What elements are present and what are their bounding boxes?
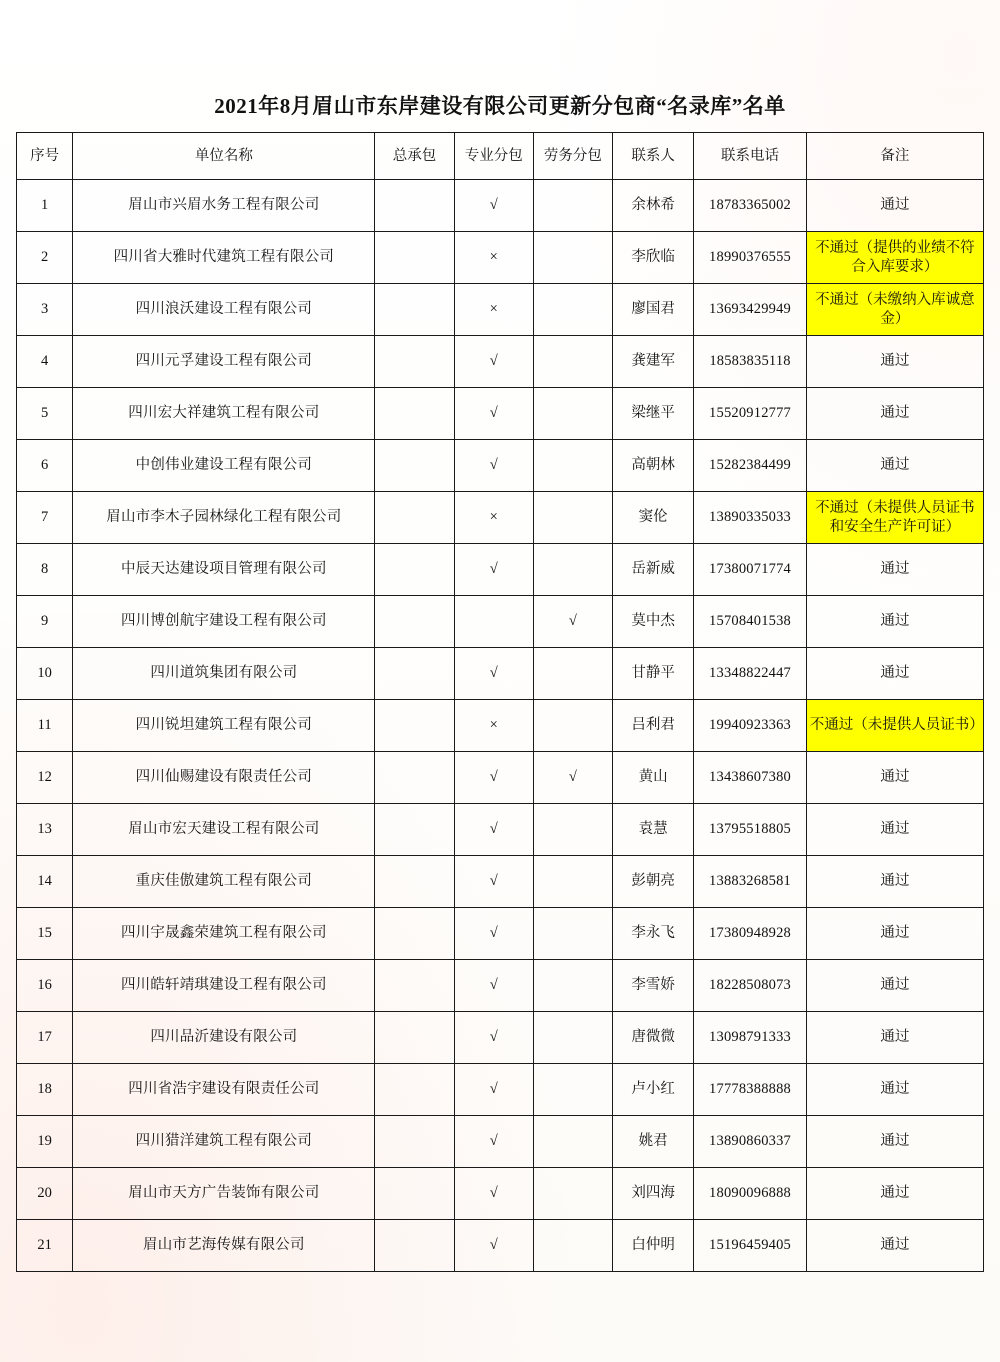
cell-labor-sub	[533, 1168, 612, 1220]
cell-remark: 通过	[806, 440, 983, 492]
cell-phone: 15196459405	[694, 1220, 807, 1272]
cell-remark: 不通过（未缴纳入库诚意金）	[806, 284, 983, 336]
cell-company-name: 眉山市天方广告装饰有限公司	[73, 1168, 375, 1220]
cell-no: 18	[17, 1064, 73, 1116]
cell-phone: 13890860337	[694, 1116, 807, 1168]
table-row	[17, 648, 984, 700]
cell-general-contract	[375, 180, 454, 232]
cell-professional-sub: √	[454, 1012, 533, 1064]
cell-company-name: 四川浪沃建设工程有限公司	[73, 284, 375, 336]
cell-labor-sub	[533, 336, 612, 388]
cell-phone: 15708401538	[694, 596, 807, 648]
cell-professional-sub: ×	[454, 284, 533, 336]
cell-contact-person: 廖国君	[613, 284, 694, 336]
cell-professional-sub: √	[454, 960, 533, 1012]
cell-labor-sub	[533, 804, 612, 856]
cell-general-contract	[375, 752, 454, 804]
cell-professional-sub	[454, 596, 533, 648]
subcontractor-roster-table	[16, 132, 984, 1272]
cell-professional-sub: √	[454, 804, 533, 856]
cell-company-name: 中辰天达建设项目管理有限公司	[73, 544, 375, 596]
cell-labor-sub	[533, 700, 612, 752]
cell-labor-sub: √	[533, 596, 612, 648]
cell-general-contract	[375, 388, 454, 440]
cell-labor-sub	[533, 492, 612, 544]
cell-general-contract	[375, 1064, 454, 1116]
cell-professional-sub: √	[454, 752, 533, 804]
table-row	[17, 440, 984, 492]
table-row	[17, 544, 984, 596]
cell-professional-sub: √	[454, 908, 533, 960]
cell-company-name: 重庆佳傲建筑工程有限公司	[73, 856, 375, 908]
table-header	[17, 133, 984, 180]
table-row	[17, 1168, 984, 1220]
header-professional-sub: 专业分包	[454, 133, 533, 180]
cell-remark: 不通过（未提供人员证书）	[806, 700, 983, 752]
header-contact-person: 联系人	[613, 133, 694, 180]
cell-phone: 13348822447	[694, 648, 807, 700]
cell-no: 3	[17, 284, 73, 336]
cell-company-name: 眉山市宏天建设工程有限公司	[73, 804, 375, 856]
table-row	[17, 960, 984, 1012]
header-phone: 联系电话	[694, 133, 807, 180]
cell-company-name: 四川品沂建设有限公司	[73, 1012, 375, 1064]
cell-no: 13	[17, 804, 73, 856]
cell-general-contract	[375, 1116, 454, 1168]
cell-professional-sub: √	[454, 388, 533, 440]
cell-phone: 13438607380	[694, 752, 807, 804]
cell-general-contract	[375, 440, 454, 492]
cell-company-name: 眉山市兴眉水务工程有限公司	[73, 180, 375, 232]
cell-general-contract	[375, 232, 454, 284]
table-row	[17, 1064, 984, 1116]
cell-no: 5	[17, 388, 73, 440]
cell-labor-sub	[533, 440, 612, 492]
table-row	[17, 492, 984, 544]
cell-no: 9	[17, 596, 73, 648]
cell-no: 21	[17, 1220, 73, 1272]
cell-phone: 18228508073	[694, 960, 807, 1012]
cell-labor-sub	[533, 544, 612, 596]
cell-remark: 通过	[806, 1012, 983, 1064]
cell-no: 17	[17, 1012, 73, 1064]
cell-general-contract	[375, 700, 454, 752]
header-remark: 备注	[806, 133, 983, 180]
cell-remark: 不通过（未提供人员证书和安全生产许可证）	[806, 492, 983, 544]
cell-contact-person: 龚建军	[613, 336, 694, 388]
cell-company-name: 四川仙赐建设有限责任公司	[73, 752, 375, 804]
cell-labor-sub	[533, 856, 612, 908]
cell-general-contract	[375, 648, 454, 700]
cell-professional-sub: √	[454, 180, 533, 232]
table-row	[17, 284, 984, 336]
cell-phone: 13693429949	[694, 284, 807, 336]
cell-phone: 15520912777	[694, 388, 807, 440]
cell-labor-sub	[533, 180, 612, 232]
table-row	[17, 804, 984, 856]
cell-professional-sub: √	[454, 1064, 533, 1116]
cell-professional-sub: √	[454, 648, 533, 700]
cell-company-name: 四川省大雅时代建筑工程有限公司	[73, 232, 375, 284]
cell-no: 16	[17, 960, 73, 1012]
cell-labor-sub	[533, 1012, 612, 1064]
cell-phone: 15282384499	[694, 440, 807, 492]
cell-no: 20	[17, 1168, 73, 1220]
cell-company-name: 四川猎洋建筑工程有限公司	[73, 1116, 375, 1168]
cell-contact-person: 吕利君	[613, 700, 694, 752]
header-no: 序号	[17, 133, 73, 180]
cell-company-name: 四川道筑集团有限公司	[73, 648, 375, 700]
cell-no: 7	[17, 492, 73, 544]
table-row	[17, 336, 984, 388]
cell-phone: 18583835118	[694, 336, 807, 388]
cell-professional-sub: √	[454, 336, 533, 388]
cell-phone: 17778388888	[694, 1064, 807, 1116]
cell-phone: 17380948928	[694, 908, 807, 960]
cell-labor-sub	[533, 284, 612, 336]
header-general-contract: 总承包	[375, 133, 454, 180]
cell-contact-person: 李欣临	[613, 232, 694, 284]
cell-remark: 通过	[806, 336, 983, 388]
cell-company-name: 四川宏大祥建筑工程有限公司	[73, 388, 375, 440]
cell-phone: 19940923363	[694, 700, 807, 752]
cell-professional-sub: √	[454, 440, 533, 492]
cell-remark: 通过	[806, 960, 983, 1012]
cell-contact-person: 刘四海	[613, 1168, 694, 1220]
table-row	[17, 700, 984, 752]
cell-contact-person: 李雪娇	[613, 960, 694, 1012]
cell-contact-person: 余林希	[613, 180, 694, 232]
cell-no: 10	[17, 648, 73, 700]
cell-professional-sub: √	[454, 1168, 533, 1220]
cell-labor-sub	[533, 388, 612, 440]
table-body	[17, 180, 984, 1272]
cell-company-name: 眉山市艺海传媒有限公司	[73, 1220, 375, 1272]
cell-general-contract	[375, 544, 454, 596]
cell-remark: 通过	[806, 752, 983, 804]
table-row	[17, 232, 984, 284]
table-row	[17, 752, 984, 804]
cell-remark: 通过	[806, 388, 983, 440]
cell-no: 4	[17, 336, 73, 388]
cell-professional-sub: √	[454, 1116, 533, 1168]
cell-company-name: 中创伟业建设工程有限公司	[73, 440, 375, 492]
table-row	[17, 1012, 984, 1064]
cell-labor-sub	[533, 232, 612, 284]
cell-labor-sub	[533, 1064, 612, 1116]
cell-remark: 通过	[806, 804, 983, 856]
cell-contact-person: 袁慧	[613, 804, 694, 856]
cell-labor-sub	[533, 1220, 612, 1272]
table-row	[17, 908, 984, 960]
cell-general-contract	[375, 1220, 454, 1272]
cell-contact-person: 窦伦	[613, 492, 694, 544]
cell-remark: 通过	[806, 1168, 983, 1220]
cell-phone: 13890335033	[694, 492, 807, 544]
page-title: 2021年8月眉山市东岸建设有限公司更新分包商“名录库”名单	[214, 94, 786, 118]
cell-phone: 13098791333	[694, 1012, 807, 1064]
cell-no: 6	[17, 440, 73, 492]
cell-company-name: 四川皓轩靖琪建设工程有限公司	[73, 960, 375, 1012]
cell-remark: 通过	[806, 908, 983, 960]
cell-contact-person: 姚君	[613, 1116, 694, 1168]
cell-remark: 通过	[806, 1064, 983, 1116]
cell-general-contract	[375, 492, 454, 544]
cell-professional-sub: ×	[454, 700, 533, 752]
cell-no: 11	[17, 700, 73, 752]
cell-labor-sub	[533, 1116, 612, 1168]
cell-professional-sub: √	[454, 856, 533, 908]
cell-contact-person: 唐微微	[613, 1012, 694, 1064]
cell-remark: 通过	[806, 856, 983, 908]
cell-general-contract	[375, 908, 454, 960]
cell-general-contract	[375, 596, 454, 648]
cell-phone: 18090096888	[694, 1168, 807, 1220]
cell-contact-person: 彭朝亮	[613, 856, 694, 908]
cell-labor-sub	[533, 908, 612, 960]
table-header-row	[17, 133, 984, 180]
table-row	[17, 1116, 984, 1168]
cell-contact-person: 莫中杰	[613, 596, 694, 648]
cell-no: 2	[17, 232, 73, 284]
cell-general-contract	[375, 1012, 454, 1064]
cell-general-contract	[375, 284, 454, 336]
cell-phone: 18990376555	[694, 232, 807, 284]
cell-professional-sub: √	[454, 544, 533, 596]
cell-no: 15	[17, 908, 73, 960]
cell-contact-person: 卢小红	[613, 1064, 694, 1116]
cell-general-contract	[375, 856, 454, 908]
header-labor-sub: 劳务分包	[533, 133, 612, 180]
cell-company-name: 四川宇晟鑫荣建筑工程有限公司	[73, 908, 375, 960]
table-row	[17, 856, 984, 908]
cell-remark: 通过	[806, 180, 983, 232]
table-row	[17, 388, 984, 440]
cell-general-contract	[375, 804, 454, 856]
cell-company-name: 四川省浩宇建设有限责任公司	[73, 1064, 375, 1116]
cell-remark: 通过	[806, 544, 983, 596]
cell-remark: 通过	[806, 648, 983, 700]
cell-professional-sub: ×	[454, 492, 533, 544]
cell-contact-person: 白仲明	[613, 1220, 694, 1272]
table-row	[17, 180, 984, 232]
cell-professional-sub: ×	[454, 232, 533, 284]
cell-labor-sub	[533, 648, 612, 700]
cell-general-contract	[375, 1168, 454, 1220]
cell-no: 8	[17, 544, 73, 596]
cell-labor-sub: √	[533, 752, 612, 804]
cell-professional-sub: √	[454, 1220, 533, 1272]
table-row	[17, 1220, 984, 1272]
cell-remark: 不通过（提供的业绩不符合入库要求）	[806, 232, 983, 284]
cell-contact-person: 岳新威	[613, 544, 694, 596]
cell-company-name: 四川锐坦建筑工程有限公司	[73, 700, 375, 752]
table-row	[17, 596, 984, 648]
header-company-name: 单位名称	[73, 133, 375, 180]
cell-general-contract	[375, 336, 454, 388]
cell-contact-person: 李永飞	[613, 908, 694, 960]
cell-no: 19	[17, 1116, 73, 1168]
cell-phone: 13883268581	[694, 856, 807, 908]
cell-no: 14	[17, 856, 73, 908]
cell-labor-sub	[533, 960, 612, 1012]
cell-no: 1	[17, 180, 73, 232]
cell-remark: 通过	[806, 1220, 983, 1272]
cell-phone: 17380071774	[694, 544, 807, 596]
cell-remark: 通过	[806, 1116, 983, 1168]
cell-general-contract	[375, 960, 454, 1012]
cell-contact-person: 高朝林	[613, 440, 694, 492]
cell-contact-person: 甘静平	[613, 648, 694, 700]
cell-contact-person: 黄山	[613, 752, 694, 804]
cell-phone: 18783365002	[694, 180, 807, 232]
cell-contact-person: 梁继平	[613, 388, 694, 440]
cell-phone: 13795518805	[694, 804, 807, 856]
cell-remark: 通过	[806, 596, 983, 648]
cell-company-name: 四川博创航宇建设工程有限公司	[73, 596, 375, 648]
cell-no: 12	[17, 752, 73, 804]
cell-company-name: 眉山市李木子园林绿化工程有限公司	[73, 492, 375, 544]
cell-company-name: 四川元孚建设工程有限公司	[73, 336, 375, 388]
